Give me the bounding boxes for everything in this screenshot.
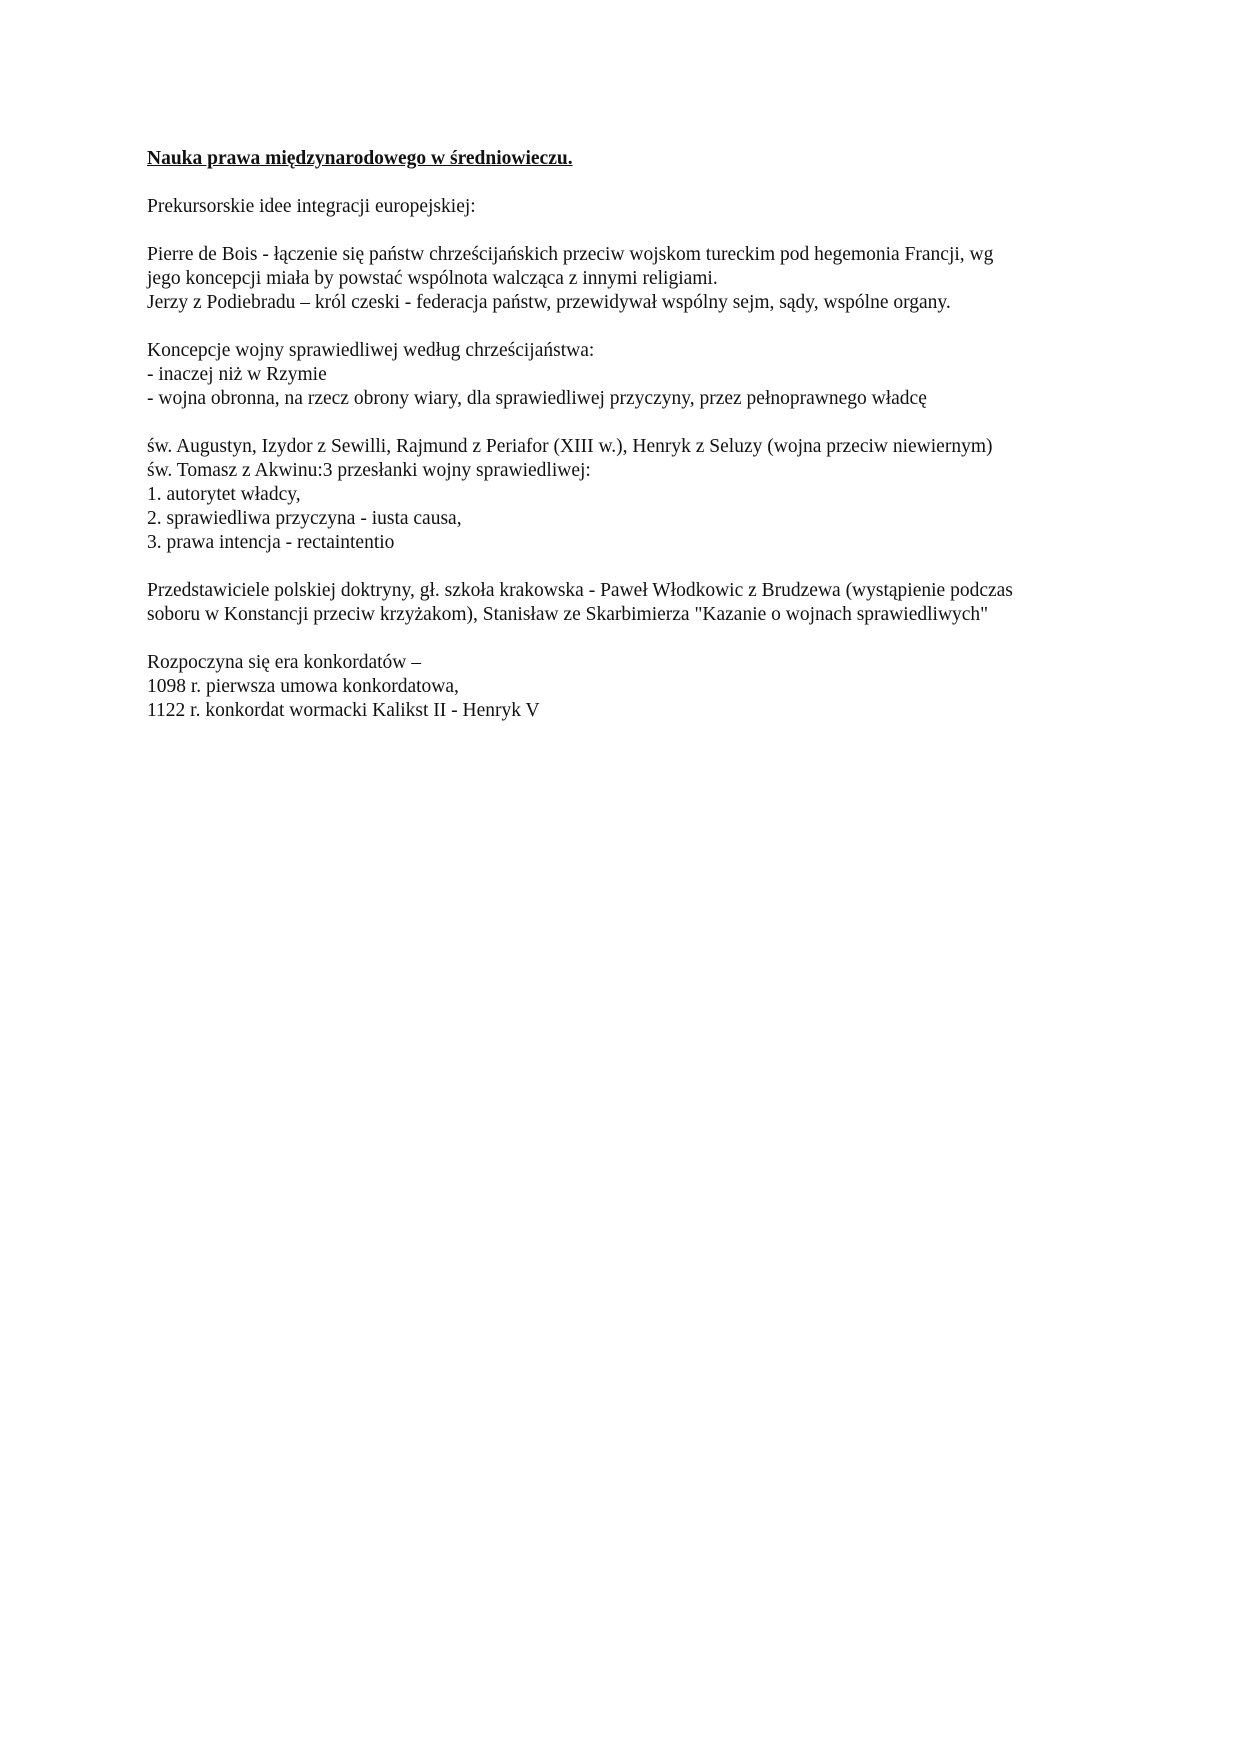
paragraph-prekursorskie-idee — [147, 195, 1107, 219]
list-item: 1. autorytet władcy, — [147, 484, 301, 505]
list-item: - wojna obronna, na rzecz obrony wiary, dla sprawiedliwej przyczyny, przez pełnoprawnego władcę — [147, 388, 927, 409]
paragraph-pierre-de-bois — [147, 243, 1107, 315]
text-line: Przedstawiciele polskiej doktryny, gł. szkoła krakowska - Paweł Włodkowic z Brudzewa (wystąpienie podczas — [147, 580, 1013, 601]
paragraph-gap — [147, 219, 1107, 243]
text-line: Jerzy z Podiebradu – król czeski - federacja państw, przewidywał wspólny sejm, sądy, wspólne organy. — [147, 292, 951, 313]
paragraph-konkordaty — [147, 651, 1107, 723]
text-line: Rozpoczyna się era konkordatów – — [147, 652, 421, 673]
text-line: św. Tomasz z Akwinu:3 przesłanki wojny sprawiedliwej: — [147, 460, 591, 481]
text-line: 1098 r. pierwsza umowa konkordatowa, — [147, 676, 459, 697]
paragraph-polska-doktryna — [147, 579, 1107, 627]
paragraph-gap — [147, 555, 1107, 579]
text-line: jego koncepcji miała by powstać wspólnota walcząca z innymi religiami. — [147, 268, 718, 289]
paragraph-gap — [147, 627, 1107, 651]
text-line: Prekursorskie idee integracji europejskiej: — [147, 196, 476, 217]
document-content — [147, 147, 1107, 723]
paragraph-koncepcje-wojny — [147, 339, 1107, 411]
paragraph-gap — [147, 315, 1107, 339]
list-item: 2. sprawiedliwa przyczyna - iusta causa, — [147, 508, 462, 529]
list-item: 3. prawa intencja - rectaintentio — [147, 532, 395, 553]
text-line: Pierre de Bois - łączenie się państw chrześcijańskich przeciw wojskom tureckim pod hegemonia Francji, wg — [147, 244, 994, 265]
paragraph-gap — [147, 171, 1107, 195]
document-title: Nauka prawa międzynarodowego w średniowieczu. — [147, 148, 573, 169]
paragraph-gap — [147, 411, 1107, 435]
list-item: - inaczej niż w Rzymie — [147, 364, 327, 385]
text-line: soboru w Konstancji przeciw krzyżakom), Stanisław ze Skarbimierza "Kazanie o wojnach sprawiedliwych" — [147, 604, 989, 625]
text-line: Koncepcje wojny sprawiedliwej według chrześcijaństwa: — [147, 340, 595, 361]
paragraph-augustyn-tomasz — [147, 435, 1107, 555]
text-line: 1122 r. konkordat wormacki Kalikst II - Henryk V — [147, 700, 540, 721]
text-line: św. Augustyn, Izydor z Sewilli, Rajmund z Periafor (XIII w.), Henryk z Seluzy (wojna przeciw niewiernym) — [147, 436, 993, 457]
